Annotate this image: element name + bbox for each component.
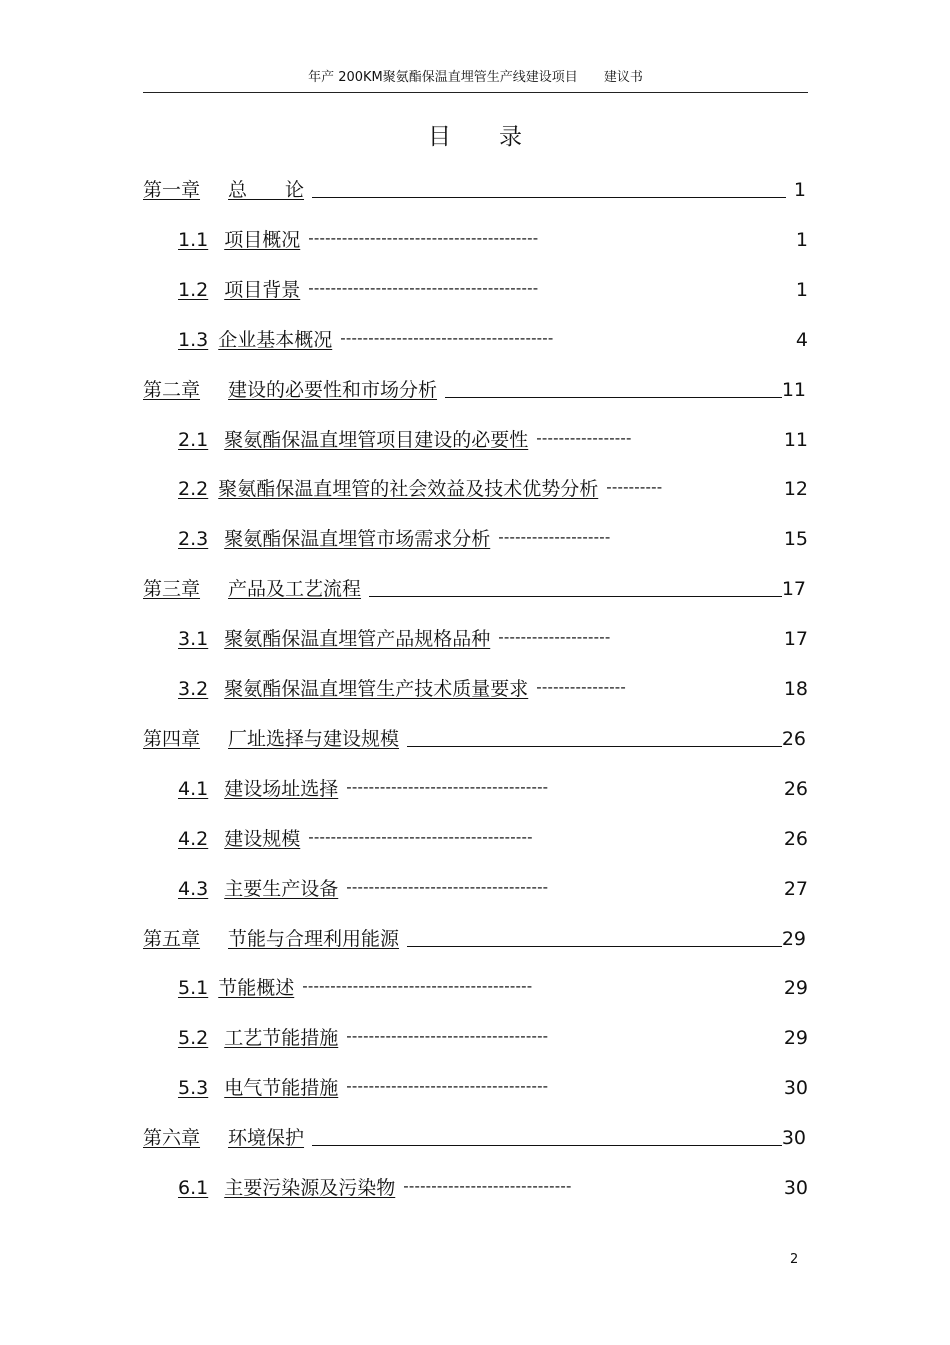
toc-entry-title: 聚氨酯保温直埋管的社会效益及技术优势分析 bbox=[218, 478, 599, 501]
toc-entry-1.1[interactable] bbox=[178, 222, 808, 252]
toc-leader-dashes: ----------------- bbox=[536, 428, 632, 447]
toc-entry-title: 企业基本概况 bbox=[218, 328, 333, 351]
toc-leader-dashes: ------------------------------ bbox=[403, 1177, 572, 1195]
toc-entry-第一章[interactable] bbox=[143, 172, 806, 202]
toc-entry-number: 第五章 bbox=[143, 927, 201, 950]
toc-entry-page: 15 bbox=[783, 528, 808, 551]
toc-entry-number: 1.1 bbox=[178, 228, 209, 251]
header-doc-type: 建议书 bbox=[603, 70, 643, 85]
toc-entry-label[interactable] bbox=[143, 727, 399, 751]
toc-entry-label[interactable] bbox=[143, 1126, 304, 1150]
header-title: 年产 200KM聚氨酯保温直埋管生产线建设项目 bbox=[308, 70, 578, 85]
toc-entry-page: 30 bbox=[781, 1127, 806, 1150]
toc-entry-5.3[interactable] bbox=[178, 1070, 808, 1100]
toc-entry-page: 17 bbox=[783, 628, 808, 651]
toc-entry-page: 4 bbox=[795, 328, 808, 351]
toc-entry-page: 17 bbox=[781, 578, 806, 601]
toc-entry-label[interactable] bbox=[178, 328, 332, 352]
toc-entry-label[interactable] bbox=[178, 677, 528, 701]
toc-entry-2.3[interactable] bbox=[178, 521, 808, 551]
toc-entry-title: 建设场址选择 bbox=[224, 777, 339, 800]
toc-entry-5.1[interactable] bbox=[178, 970, 808, 1000]
toc-entry-label[interactable] bbox=[178, 1176, 395, 1200]
toc-leader-dashes: ------------------------------------ bbox=[346, 777, 549, 796]
toc-entry-label[interactable] bbox=[178, 976, 294, 1000]
toc-entry-label[interactable] bbox=[178, 278, 300, 302]
toc-leader-line bbox=[445, 396, 782, 398]
toc-entry-page: 11 bbox=[781, 378, 806, 401]
toc-title: 目录 bbox=[428, 124, 570, 150]
toc-entry-title: 主要污染源及污染物 bbox=[224, 1177, 396, 1199]
toc-entry-page: 29 bbox=[783, 977, 808, 1000]
toc-entry-page: 1 bbox=[795, 228, 808, 251]
toc-entry-number: 5.2 bbox=[178, 1027, 209, 1050]
toc-entry-1.3[interactable] bbox=[178, 322, 808, 352]
toc-entry-3.2[interactable] bbox=[178, 671, 808, 701]
running-header bbox=[143, 66, 808, 93]
toc-entry-number: 第六章 bbox=[143, 1127, 201, 1150]
toc-leader-line bbox=[312, 1144, 782, 1146]
toc-entry-title: 项目背景 bbox=[224, 278, 301, 301]
toc-entry-title: 厂址选择与建设规模 bbox=[228, 727, 400, 750]
toc-entry-number: 5.3 bbox=[178, 1077, 209, 1100]
toc-leader-dashes: ---------------------------------------- bbox=[308, 827, 533, 846]
toc-entry-page: 26 bbox=[783, 777, 808, 800]
toc-leader-line bbox=[312, 196, 786, 198]
toc-leader-dashes: ----------------------------------------- bbox=[308, 278, 539, 297]
toc-entry-number: 2.1 bbox=[178, 428, 209, 451]
toc-leader-dashes: -------------------------------------- bbox=[340, 328, 554, 347]
toc-entry-title: 工艺节能措施 bbox=[224, 1027, 339, 1050]
toc-leader-line bbox=[369, 595, 782, 597]
toc-entry-page: 29 bbox=[781, 927, 806, 950]
toc-entry-label[interactable] bbox=[178, 777, 338, 801]
toc-entry-title: 聚氨酯保温直埋管项目建设的必要性 bbox=[224, 428, 529, 451]
toc-leader-dashes: ----------------------------------------- bbox=[302, 977, 533, 996]
toc-entry-label[interactable] bbox=[178, 477, 598, 501]
toc-leader-dashes: -------------------- bbox=[498, 528, 611, 547]
toc-entry-label[interactable] bbox=[178, 228, 300, 252]
toc-entry-title: 节能概述 bbox=[218, 977, 295, 1000]
toc-entry-number: 第四章 bbox=[143, 727, 201, 750]
toc-entry-title: 总 论 bbox=[228, 179, 305, 201]
toc-entry-4.3[interactable] bbox=[178, 871, 808, 901]
toc-entry-label[interactable] bbox=[143, 378, 437, 402]
toc-entry-number: 第二章 bbox=[143, 378, 201, 401]
toc-entry-page: 30 bbox=[783, 1077, 808, 1100]
toc-entry-4.2[interactable] bbox=[178, 821, 808, 851]
toc-entry-6.1[interactable] bbox=[178, 1170, 808, 1200]
toc-leader-dashes: ---------------- bbox=[536, 678, 627, 696]
toc-entry-title: 主要生产设备 bbox=[224, 877, 339, 900]
toc-entry-title: 建设的必要性和市场分析 bbox=[228, 378, 438, 401]
toc-entry-page: 27 bbox=[783, 877, 808, 900]
page-number: 2 bbox=[790, 1252, 799, 1267]
toc-entry-number: 2.3 bbox=[178, 528, 209, 551]
toc-entry-3.1[interactable] bbox=[178, 621, 808, 651]
toc-entry-number: 第一章 bbox=[143, 179, 201, 201]
toc-entry-label[interactable] bbox=[143, 927, 399, 951]
toc-entry-label[interactable] bbox=[178, 627, 490, 651]
toc-entry-number: 1.2 bbox=[178, 278, 209, 301]
toc-entry-page: 1 bbox=[795, 278, 808, 301]
toc-leader-dashes: -------------------- bbox=[498, 628, 611, 647]
toc-entry-2.1[interactable] bbox=[178, 422, 808, 452]
toc-entry-page: 11 bbox=[783, 428, 808, 451]
toc-entry-number: 4.2 bbox=[178, 827, 209, 850]
toc-entry-title: 电气节能措施 bbox=[224, 1077, 339, 1100]
toc-entry-page: 1 bbox=[793, 179, 806, 201]
toc-entry-title: 聚氨酯保温直埋管产品规格品种 bbox=[224, 628, 491, 651]
toc-entry-number: 5.1 bbox=[178, 977, 209, 1000]
toc-leader-line bbox=[407, 745, 782, 747]
toc-entry-label[interactable] bbox=[178, 877, 338, 901]
toc-entry-1.2[interactable] bbox=[178, 272, 808, 302]
toc-entry-page: 26 bbox=[781, 727, 806, 750]
toc-entry-page: 18 bbox=[783, 678, 808, 700]
toc-entry-number: 2.2 bbox=[178, 478, 209, 501]
toc-entry-title: 环境保护 bbox=[228, 1127, 305, 1150]
toc-entry-第五章[interactable] bbox=[143, 921, 806, 951]
toc-leader-dashes: ----------------------------------------- bbox=[308, 228, 539, 247]
toc-entry-title: 建设规模 bbox=[224, 827, 301, 850]
toc-leader-dashes: ---------- bbox=[606, 478, 663, 497]
toc-entry-number: 第三章 bbox=[143, 578, 201, 601]
toc-entry-number: 4.1 bbox=[178, 777, 209, 800]
toc-entry-第三章[interactable] bbox=[143, 571, 806, 601]
toc-leader-dashes: ------------------------------------ bbox=[346, 877, 549, 896]
toc-entry-2.2[interactable] bbox=[178, 471, 808, 501]
toc-entry-number: 4.3 bbox=[178, 877, 209, 900]
toc-entry-label[interactable] bbox=[178, 428, 528, 452]
toc-leader-line bbox=[407, 945, 782, 947]
toc-entry-label[interactable] bbox=[143, 577, 361, 601]
toc-entry-page: 29 bbox=[783, 1027, 808, 1050]
toc-entry-page: 26 bbox=[783, 827, 808, 850]
toc-entry-第四章[interactable] bbox=[143, 721, 806, 751]
toc-leader-dashes: ------------------------------------ bbox=[346, 1077, 549, 1096]
toc-entry-第六章[interactable] bbox=[143, 1120, 806, 1150]
toc-entry-number: 6.1 bbox=[178, 1177, 209, 1199]
toc-entry-label[interactable] bbox=[178, 1026, 338, 1050]
toc-leader-dashes: ------------------------------------ bbox=[346, 1027, 549, 1046]
toc-entry-title: 聚氨酯保温直埋管生产技术质量要求 bbox=[224, 678, 529, 700]
toc-entry-number: 3.2 bbox=[178, 678, 209, 700]
toc-entry-label[interactable] bbox=[178, 827, 300, 851]
toc-entry-page: 30 bbox=[783, 1177, 808, 1199]
toc-entry-number: 1.3 bbox=[178, 328, 209, 351]
toc-entry-page: 12 bbox=[783, 478, 808, 501]
toc-entry-4.1[interactable] bbox=[178, 771, 808, 801]
toc-entry-title: 聚氨酯保温直埋管市场需求分析 bbox=[224, 528, 491, 551]
toc-entry-label[interactable] bbox=[143, 178, 304, 202]
toc-entry-title: 项目概况 bbox=[224, 228, 301, 251]
toc-entry-label[interactable] bbox=[178, 1076, 338, 1100]
toc-entry-title: 产品及工艺流程 bbox=[228, 578, 362, 601]
toc-entry-第二章[interactable] bbox=[143, 372, 806, 402]
toc-entry-label[interactable] bbox=[178, 527, 490, 551]
toc-entry-5.2[interactable] bbox=[178, 1020, 808, 1050]
toc-entry-title: 节能与合理利用能源 bbox=[228, 927, 400, 950]
toc-entry-number: 3.1 bbox=[178, 628, 209, 651]
